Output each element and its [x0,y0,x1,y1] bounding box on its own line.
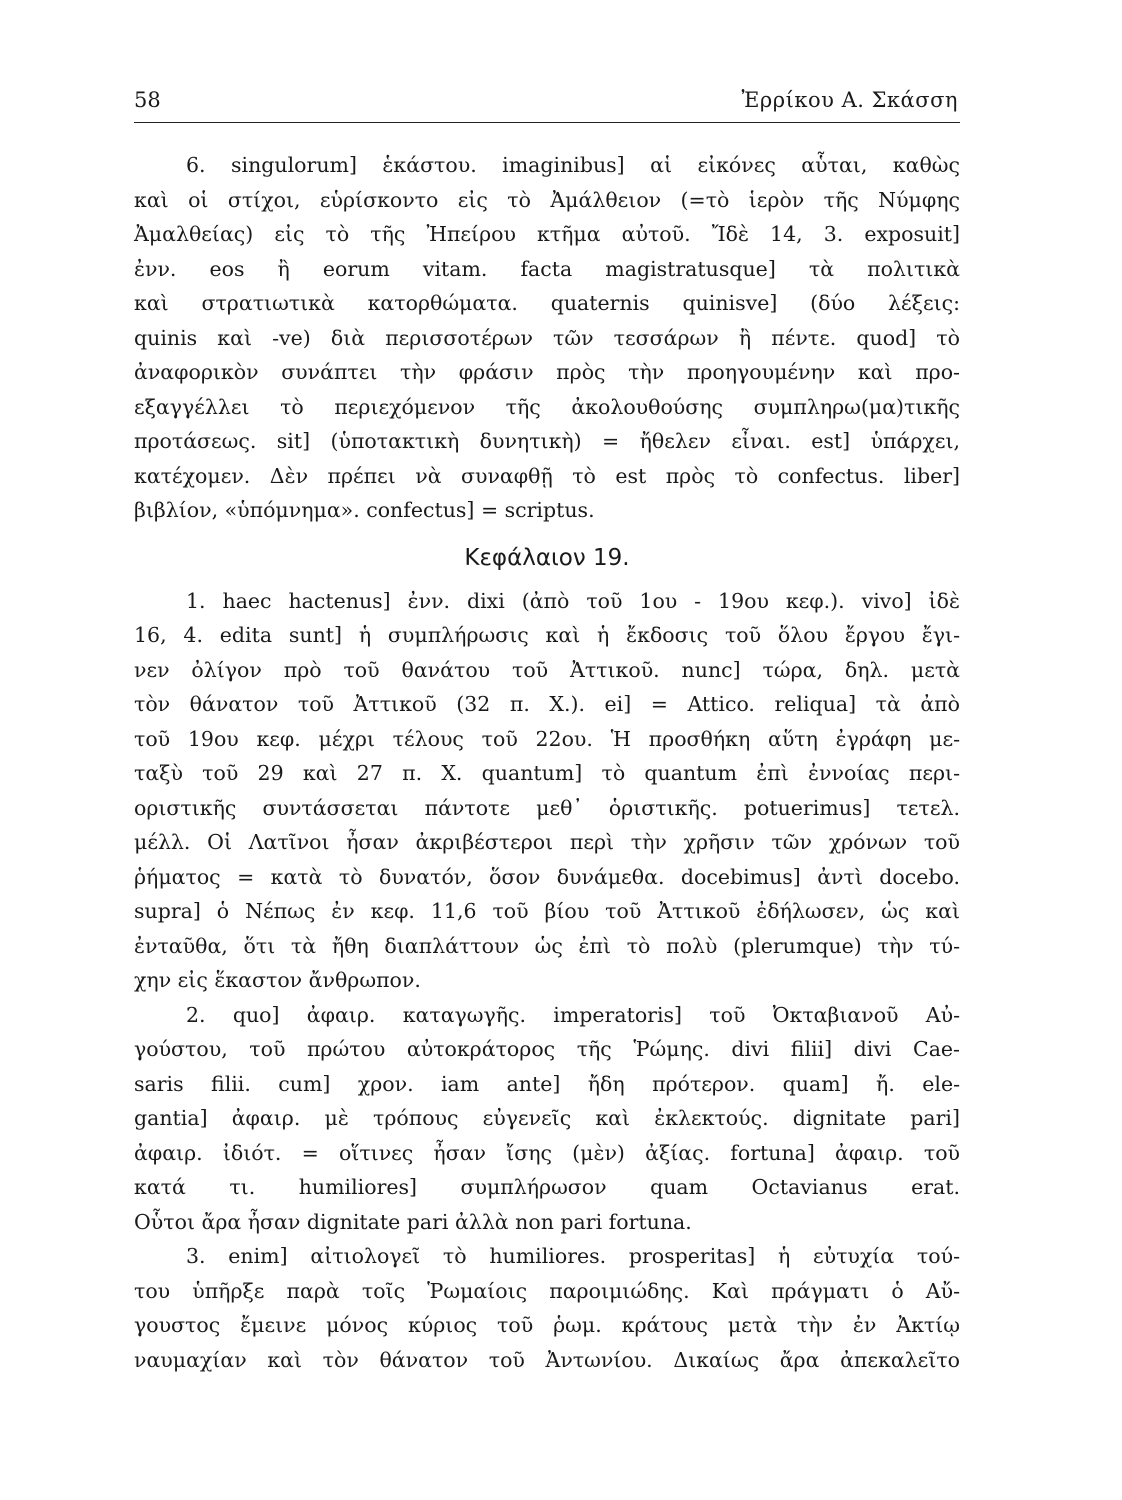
running-head: Ἐρρίκου Α. Σκάσση [741,88,958,112]
text-line: κατά τι. humiliores] συμπλήρωσον quam Octavianus erat. [134,1175,960,1199]
text-line: ῥήματος = κατὰ τὸ δυνατόν, ὅσον δυνάμεθα. docebimus] ἀντὶ docebo. [134,864,960,889]
text-line: Ἀμαλθείας) εἰς τὸ τῆς Ἠπείρου κτῆμα αὐτοῦ. Ἴδὲ 14, 3. exposuit] [134,222,960,246]
text-line: τὸν θάνατον τοῦ Ἀττικοῦ (32 π. Χ.). ei] = Attico. reliqua] τὰ ἀπὸ [134,692,960,716]
text-line: οριστικῆς συντάσσεται πάντοτε μεθ᾽ ὁριστικῆς. potuerimus] τετελ. [134,795,960,820]
text-line: καὶ οἱ στίχοι, εὑρίσκοντο εἰς τὸ Ἀμάλθειον (=τὸ ἱερὸν τῆς Νύμφης [134,187,960,212]
text-line: 3. enim] αἰτιολογεῖ τὸ humiliores. prosperitas] ἡ εὐτυχία τού- [186,1244,960,1268]
text-line: ναυμαχίαν καὶ τὸν θάνατον τοῦ Ἀντωνίου. Δικαίως ἄρα ἀπεκαλεῖτο [134,1347,960,1372]
text-line: βιβλίον, «ὑπόμνημα». confectus] = scriptus. [134,498,595,522]
text-line: καὶ στρατιωτικὰ κατορθώματα. quaternis quinisve] (δύο λέξεις: [134,291,960,315]
text-line: 6. singulorum] ἑκάστου. imaginibus] αἱ εἰκόνες αὗται, καθὼς [186,153,960,177]
text-line: ἀναφορικὸν συνάπτει τὴν φράσιν πρὸς τὴν προηγουμένην καὶ προ- [134,360,960,384]
text-line: ἀφαιρ. ἰδιότ. = οἵτινες ἦσαν ἴσης (μὲν) ἀξίας. fortuna] ἀφαιρ. τοῦ [134,1140,960,1165]
text-line: 16, 4. edita sunt] ἡ συμπλήρωσις καὶ ἡ ἔκδοσις τοῦ ὅλου ἔργου ἔγι- [134,623,960,647]
text-line: προτάσεως. sit] (ὑποτακτικὴ δυνητικὴ) = ἤθελεν εἶναι. est] ὑπάρχει, [134,429,960,453]
text-line: νεν ὀλίγον πρὸ τοῦ θανάτου τοῦ Ἀττικοῦ. nunc] τώρα, δηλ. μετὰ [134,657,960,682]
text-line: κατέχομεν. Δὲν πρέπει νὰ συναφθῇ τὸ est πρὸς τὸ confectus. liber] [134,463,960,488]
page-header [134,82,960,123]
chapter-title: Κεφάλαιον 19. [464,544,630,571]
page-number: 58 [134,88,161,112]
text-line: ἐνν. eos ἢ eorum vitam. facta magistratusque] τὰ πολιτικὰ [134,256,960,281]
text-line: ἐνταῦθα, ὅτι τὰ ἤθη διαπλάττουν ὡς ἐπὶ τὸ πολὺ (plerumque) τὴν τύ- [134,933,960,958]
text-line: Οὗτοι ἄρα ἦσαν dignitate pari ἀλλὰ non pari fortuna. [134,1209,692,1234]
text-line: saris filii. cum] χρον. iam ante] ἤδη πρότερον. quam] ἤ. ele- [134,1071,960,1096]
text-line: χην εἰς ἕκαστον ἄνθρωπον. [134,968,421,992]
text-line: μέλλ. Οἱ Λατῖνοι ἦσαν ἀκριβέστεροι περὶ τὴν χρῆσιν τῶν χρόνων τοῦ [134,830,960,854]
text-line: quinis καὶ -ve) διὰ περισσοτέρων τῶν τεσσάρων ἢ πέντε. quod] τὸ [134,325,960,350]
text-line: ταξὺ τοῦ 29 καὶ 27 π. Χ. quantum] τὸ quantum ἐπὶ ἐννοίας περι- [134,761,960,785]
text-line: 1. haec hactenus] ἐνν. dixi (ἀπὸ τοῦ 1ου - 19ου κεφ.). vivo] ἰδὲ [186,588,960,613]
text-line: γουστος ἔμεινε μόνος κύριος τοῦ ῥωμ. κράτους μετὰ τὴν ἐν Ἀκτίῳ [134,1313,960,1337]
text-line: του ὑπῆρξε παρὰ τοῖς Ῥωμαίοις παροιμιώδης. Καὶ πράγματι ὁ Αὔ- [134,1278,960,1303]
text-line: γούστου, τοῦ πρώτου αὐτοκράτορος τῆς Ῥώμης. divi filii] divi Cae- [134,1037,960,1061]
text-line: supra] ὁ Νέπως ἐν κεφ. 11,6 τοῦ βίου τοῦ Ἀττικοῦ ἐδήλωσεν, ὡς καὶ [134,899,960,923]
page-text [134,148,960,1377]
text-line: εξαγγέλλει τὸ περιεχόμενον τῆς ἀκολουθούσης συμπληρω(μα)τικῆς [134,394,960,419]
text-line: τοῦ 19ου κεφ. μέχρι τέλους τοῦ 22ου. Ἡ προσθήκη αὕτη ἐγράφη με- [134,726,960,751]
text-line: gantia] ἀφαιρ. μὲ τρόπους εὐγενεῖς καὶ ἐκλεκτούς. dignitate pari] [134,1106,960,1130]
text-line: 2. quo] ἀφαιρ. καταγωγῆς. imperatoris] τοῦ Ὀκταβιανοῦ Αὐ- [186,1002,960,1027]
